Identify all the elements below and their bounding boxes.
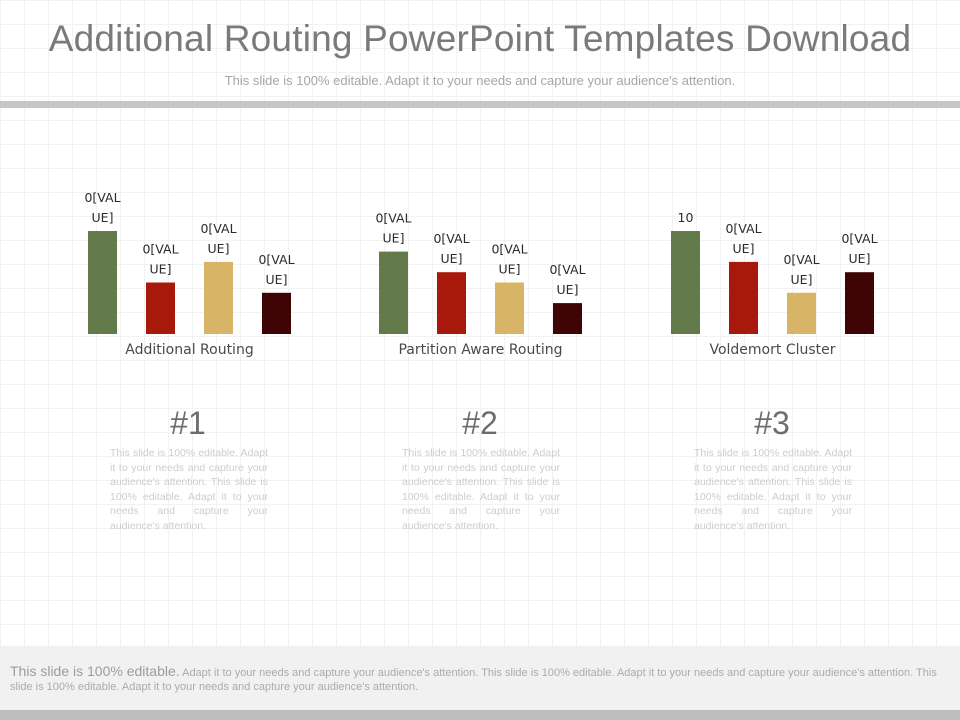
step-description-2: This slide is 100% editable. Adapt it to your needs and capture your audience's attention. This slide is 100% editable. Adapt it to your needs and capture your audience's attention. <box>402 447 560 532</box>
data-label-1-3: 0[VAL UE] <box>200 220 237 256</box>
step-description-3: This slide is 100% editable. Adapt it to your needs and capture your audience's attention. This slide is 100% editable. Adapt it to your needs and capture your audience's attention. <box>694 447 852 532</box>
bar-3-1 <box>671 231 700 334</box>
bar-3-4 <box>845 272 874 334</box>
footer-text <box>10 664 945 694</box>
footer-lead: This slide is 100% editable. <box>10 663 180 679</box>
data-label-3-3: 0[VAL UE] <box>783 251 820 287</box>
category-label-3: Voldemort Cluster <box>709 342 836 358</box>
slide-title: Additional Routing PowerPoint Templates Download <box>48 18 912 59</box>
data-label-2-4: 0[VAL UE] <box>549 262 586 298</box>
step-number-2: #2 <box>462 405 498 441</box>
bar-1-4 <box>262 293 291 334</box>
bar-3-3 <box>787 293 816 334</box>
bar-3-2 <box>729 262 758 334</box>
step-number-3: #3 <box>754 405 790 441</box>
data-label-3-1: 10 <box>677 210 694 225</box>
data-label-1-1: 0[VAL UE] <box>84 190 121 225</box>
data-label-1-4: 0[VAL UE] <box>258 251 295 287</box>
footer-body: Adapt it to your needs and capture your audience's attention. This slide is 100% editable. Adapt it to your needs and capture your audience's attention. This slide is 100% editable. Adapt it to your needs and capture your audience's attention. <box>10 667 937 693</box>
chart-group-1 <box>84 190 294 358</box>
data-label-3-2: 0[VAL UE] <box>725 220 762 256</box>
footer-panel <box>0 646 960 710</box>
data-label-3-4: 0[VAL UE] <box>841 231 878 267</box>
bar-1-2 <box>146 283 175 335</box>
bar-2-1 <box>379 252 408 334</box>
step-description-1: This slide is 100% editable. Adapt it to your needs and capture your audience's attention. This slide is 100% editable. Adapt it to your needs and capture your audience's attention. <box>110 447 268 532</box>
category-label-2: Partition Aware Routing <box>398 342 563 358</box>
category-label-1: Additional Routing <box>125 342 254 358</box>
bar-1-3 <box>204 262 233 334</box>
bar-1-1 <box>88 231 117 334</box>
chart-group-3 <box>671 210 878 358</box>
data-label-2-2: 0[VAL UE] <box>433 231 470 267</box>
data-label-2-1: 0[VAL UE] <box>375 210 412 246</box>
bottom-divider <box>0 710 960 720</box>
bar-2-3 <box>495 283 524 335</box>
bar-2-4 <box>553 303 582 334</box>
slide-subtitle: This slide is 100% editable. Adapt it to your needs and capture your audience's attention. <box>224 73 736 88</box>
chart-group-2 <box>375 211 585 358</box>
data-label-1-2: 0[VAL UE] <box>142 241 179 277</box>
data-label-2-3: 0[VAL UE] <box>491 241 528 277</box>
bar-2-2 <box>437 272 466 334</box>
step-number-1: #1 <box>170 405 206 441</box>
